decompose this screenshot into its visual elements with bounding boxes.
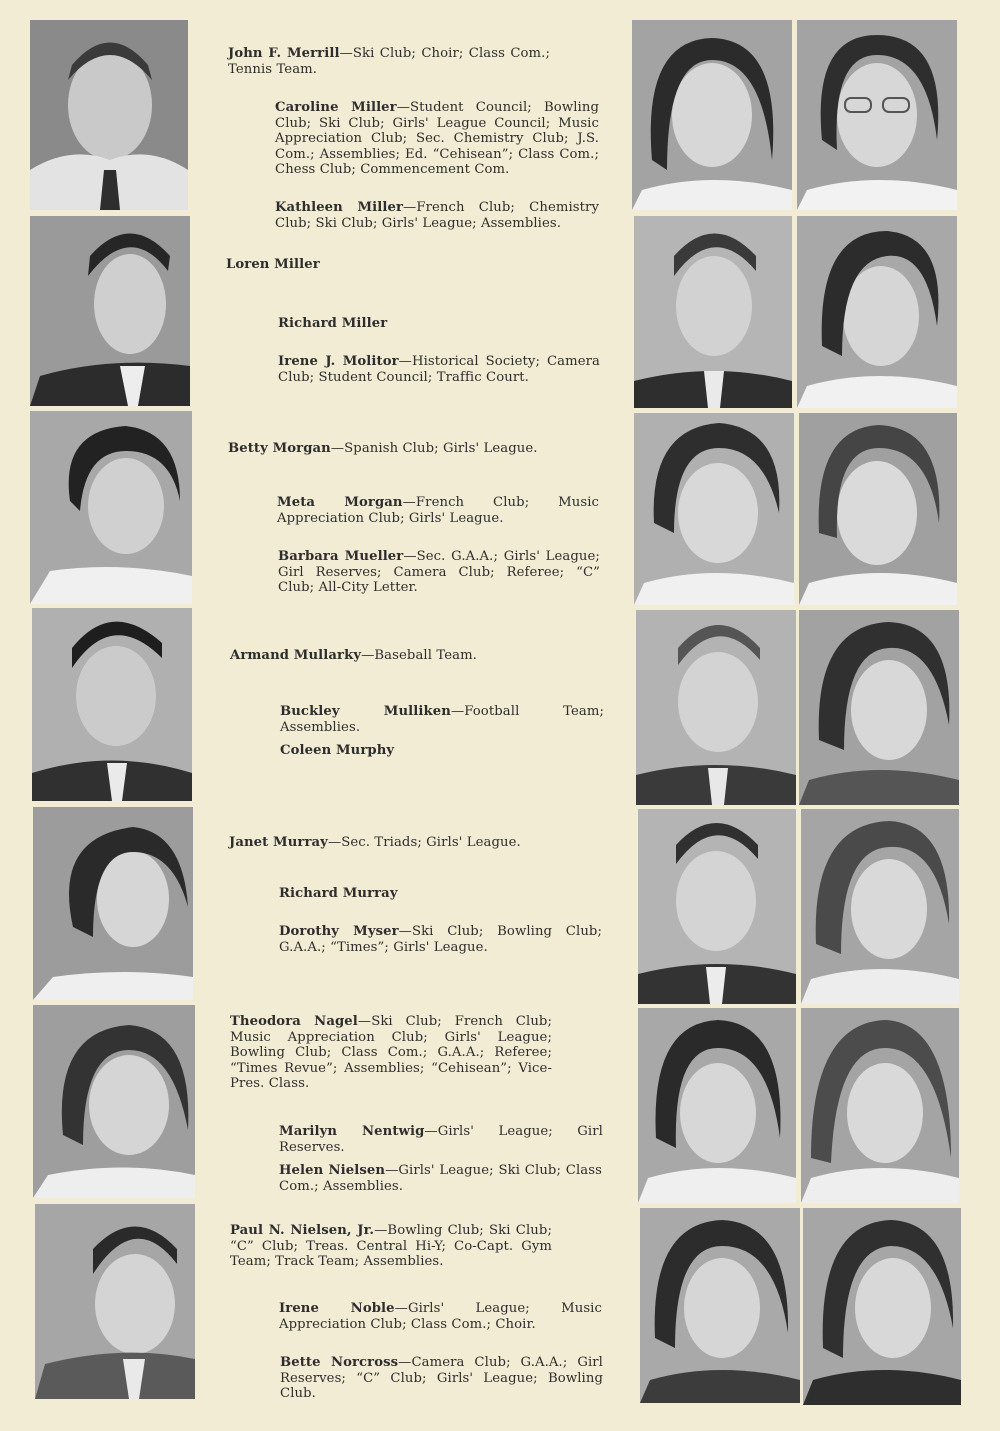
separator: — xyxy=(424,1124,438,1139)
student-name: Loren Miller xyxy=(226,257,320,272)
student-activities: Bowling Club; Ski Club; “C” Club; Treas. Central Hi-Y; Co-Capt. Gym Team; Track Team; Assemblies. xyxy=(230,1223,552,1270)
separator: — xyxy=(385,1163,399,1178)
student-activities: Sec. Triads; Girls' League. xyxy=(341,835,521,850)
student-activities: Ski Club; Bowling Club; G.A.A.; “Times”; Girls' League. xyxy=(279,924,602,955)
student-name: Buckley Mulliken xyxy=(280,704,451,719)
student-name: Janet Murray xyxy=(229,835,328,850)
entry-richard-murray xyxy=(279,886,603,902)
entry-kathleen-miller xyxy=(275,200,599,231)
entry-betty-morgan xyxy=(228,441,552,457)
portrait-coleen-murphy xyxy=(799,610,959,805)
separator: — xyxy=(339,46,353,61)
entry-irene-molitor xyxy=(278,354,600,385)
entry-theodora-nagel xyxy=(230,1014,552,1092)
entry-barbara-mueller xyxy=(278,549,600,596)
student-name: John F. Merrill xyxy=(228,46,340,61)
portrait-meta-morgan xyxy=(634,413,794,605)
separator: — xyxy=(450,704,465,719)
separator: — xyxy=(361,648,375,663)
student-name: Richard Murray xyxy=(279,886,398,901)
student-name: Irene Noble xyxy=(279,1301,395,1316)
entry-john-merrill xyxy=(228,46,550,77)
student-name: Armand Mullarky xyxy=(230,648,362,663)
portrait-helen-nielsen xyxy=(801,1008,959,1203)
entry-bette-norcross xyxy=(280,1355,603,1402)
separator: — xyxy=(402,495,416,510)
student-activities: Girls' League; Ski Club; Class Com.; Assemblies. xyxy=(279,1163,602,1194)
student-activities: Camera Club; G.A.A.; Girl Reserves; “C” Club; Girls' League; Bowling Club. xyxy=(280,1355,603,1402)
portrait-irene-noble xyxy=(640,1208,800,1403)
portrait-marilyn-nentwig xyxy=(638,1008,796,1203)
student-activities: Historical Society; Camera Club; Student Council; Traffic Court. xyxy=(278,354,601,385)
student-name: Barbara Mueller xyxy=(278,549,404,564)
student-activities: French Club; Music Appreciation Club; Girls' League. xyxy=(277,495,599,526)
separator: — xyxy=(357,1014,372,1029)
entry-meta-morgan xyxy=(277,495,599,526)
portrait-theodora-nagel xyxy=(33,1005,195,1198)
student-name: Bette Norcross xyxy=(280,1355,399,1370)
student-name: Theodora Nagel xyxy=(230,1014,358,1029)
portrait-bette-norcross xyxy=(803,1208,961,1405)
entry-dorothy-myser xyxy=(279,924,602,955)
student-name: Helen Nielsen xyxy=(279,1163,386,1178)
student-activities: Baseball Team. xyxy=(374,648,477,663)
student-name: Kathleen Miller xyxy=(275,200,404,215)
student-name: Dorothy Myser xyxy=(279,924,399,939)
student-name: Caroline Miller xyxy=(275,100,397,115)
portrait-kathleen-miller xyxy=(797,20,957,210)
student-name: Paul N. Nielsen, Jr. xyxy=(230,1223,375,1238)
entry-paul-nielsen xyxy=(230,1223,552,1270)
separator: — xyxy=(398,1355,412,1370)
separator: — xyxy=(396,100,411,115)
portrait-john-merrill xyxy=(30,20,188,210)
portrait-barbara-mueller xyxy=(799,413,957,605)
separator: — xyxy=(394,1301,408,1316)
portrait-richard-murray xyxy=(638,809,796,1004)
student-name: Coleen Murphy xyxy=(280,743,395,758)
portrait-betty-morgan xyxy=(30,411,192,604)
student-activities: French Club; Chemistry Club; Ski Club; Girls' League; Assemblies. xyxy=(275,200,599,231)
portrait-caroline-miller xyxy=(632,20,792,210)
separator: — xyxy=(374,1223,388,1238)
portrait-richard-miller xyxy=(634,216,792,408)
entry-irene-noble xyxy=(279,1301,602,1332)
portrait-irene-molitor xyxy=(797,216,957,408)
entry-marilyn-nentwig xyxy=(279,1124,603,1155)
separator: — xyxy=(403,200,417,215)
portrait-buckley-mulliken xyxy=(636,610,796,805)
separator: — xyxy=(327,835,342,850)
student-name: Betty Morgan xyxy=(228,441,331,456)
separator: — xyxy=(398,354,412,369)
portrait-dorothy-myser xyxy=(801,809,959,1004)
entry-buckley-mulliken xyxy=(280,704,604,735)
student-activities: Football Team; Assemblies. xyxy=(280,704,604,735)
portrait-armand-mullarky xyxy=(32,608,192,801)
portrait-loren-miller xyxy=(30,216,190,406)
student-activities: Student Council; Bowling Club; Ski Club; Girls' League Council; Music Appreciation Club; Sec. Chemistry Club; J.S. Com.; Assemblies; Ed. “Cehisean”; Class Com.; Chess Club; Commencement Com. xyxy=(275,100,599,178)
entry-janet-murray xyxy=(229,835,553,851)
separator: — xyxy=(330,441,345,456)
student-name: Richard Miller xyxy=(278,316,388,331)
student-name: Irene J. Molitor xyxy=(278,354,399,369)
entry-armand-mullarky xyxy=(230,648,554,664)
entry-loren-miller xyxy=(226,257,550,273)
student-name: Meta Morgan xyxy=(277,495,403,510)
entry-caroline-miller xyxy=(275,100,599,178)
separator: — xyxy=(398,924,412,939)
separator: — xyxy=(403,549,417,564)
portrait-paul-nielsen xyxy=(35,1204,195,1399)
student-name: Marilyn Nentwig xyxy=(279,1124,425,1139)
entry-richard-miller xyxy=(278,316,602,332)
student-activities: Girls' League; Girl Reserves. xyxy=(279,1124,603,1155)
student-activities: Spanish Club; Girls' League. xyxy=(344,441,538,456)
student-activities: Ski Club; French Club; Music Appreciation Club; Girls' League; Bowling Club; Class Com.; G.A.A.; Referee; “Times Revue”; Assemblies; “Cehisean”; Vice-Pres. Class. xyxy=(230,1014,552,1092)
student-activities: Girls' League; Music Appreciation Club; Class Com.; Choir. xyxy=(279,1301,602,1332)
entry-helen-nielsen xyxy=(279,1163,602,1194)
student-activities: Ski Club; Choir; Class Com.; Tennis Team. xyxy=(228,46,550,77)
portrait-janet-murray xyxy=(33,807,193,1000)
student-activities: Sec. G.A.A.; Girls' League; Girl Reserves; Camera Club; Referee; “C” Club; All-City Letter. xyxy=(278,549,600,596)
entry-coleen-murphy xyxy=(280,743,604,759)
